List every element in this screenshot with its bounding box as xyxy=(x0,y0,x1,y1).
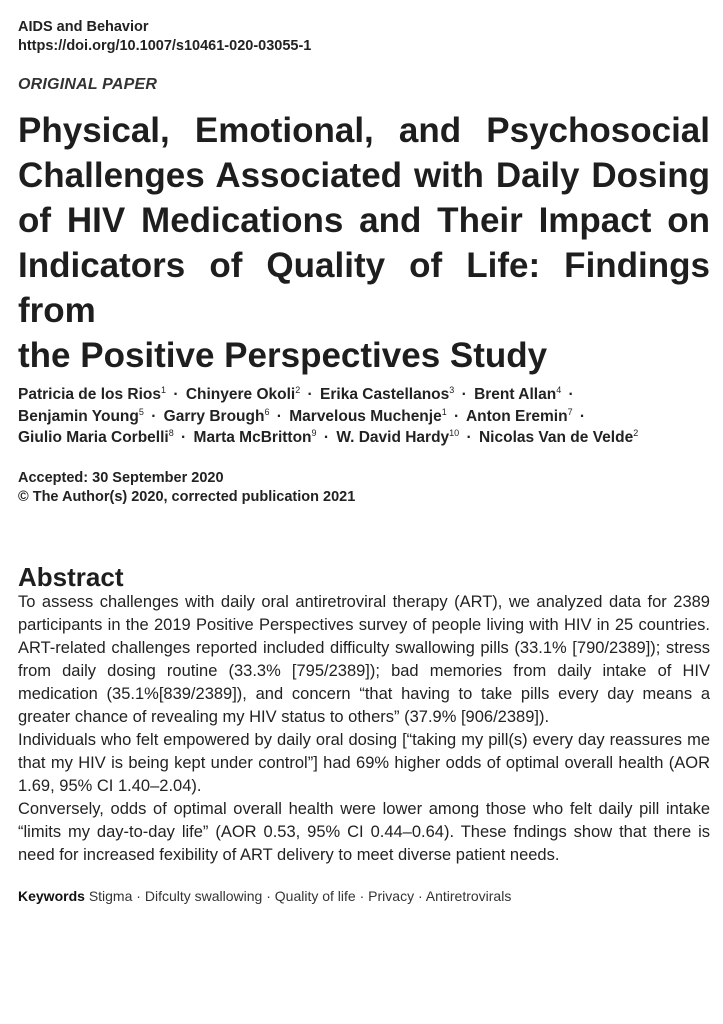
author-separator: · xyxy=(181,429,187,446)
author-affiliation: 9 xyxy=(311,428,317,438)
journal-name: AIDS and Behavior xyxy=(18,19,149,35)
author-name[interactable]: Nicolas Van de Velde$^2$ xyxy=(478,428,639,446)
author-separator: · xyxy=(568,386,574,403)
title-line: Indicators of Quality of Life: Findings from xyxy=(18,246,710,330)
author-separator: · xyxy=(454,407,460,425)
author-separator: · xyxy=(579,407,586,425)
author-affiliation: 4 xyxy=(556,385,562,395)
author-affiliation: 2 xyxy=(295,385,301,395)
keyword[interactable]: Stigma xyxy=(88,887,133,904)
author-name[interactable]: Erika Castellanos$^3$ xyxy=(320,385,455,403)
author-name[interactable]: Chinyere Okoli$^2$ xyxy=(185,385,301,403)
abstract-paragraph: Individuals who felt empowered by daily oral dosing [“taking my pill(s) every day reassures me that my HIV is being kept under control”] had 69% higher odds of optimal overall health (AOR 1.69, 95% CI 1.40–2.04). xyxy=(18,730,710,795)
author-separator: · xyxy=(307,386,313,403)
abstract-heading: Abstract xyxy=(18,561,124,592)
keyword[interactable]: Privacy xyxy=(368,887,415,904)
title-line: the Positive Perspectives Study xyxy=(18,336,548,375)
keyword[interactable]: Difculty swallowing xyxy=(144,887,263,904)
author-name[interactable]: Patricia de los Rios$^1$ xyxy=(18,385,167,403)
author-separator: · xyxy=(173,386,179,403)
author-name[interactable]: Giulio Maria Corbelli$^8$ xyxy=(18,428,174,446)
abstract-paragraph: To assess challenges with daily oral antiretroviral therapy (ART), we analyzed data for 2389 participants in the 2019 Positive Perspectives survey of people living with HIV in 25 countries. ART-related challenges reported included difficulty swallowing pills (33.1% [790/2389]); stress from daily dosing routine (33.3% [795/2389]); bad memories from daily intake of HIV medication (35.1%[839/2389]), and concern “that having to take pills every day means a greater chance of revealing my HIV status to others” (37.9% [906/2389]). xyxy=(18,592,710,726)
author-name[interactable]: Garry Brough$^6$ xyxy=(163,406,270,425)
author-affiliation: 6 xyxy=(264,406,270,417)
keyword[interactable]: Quality of life xyxy=(274,887,356,904)
keywords-items: Stigma · Difculty swallowing · Quality of life · Privacy · Antiretrovirals xyxy=(88,887,512,904)
title-line: Challenges Associated with Daily Dosing xyxy=(18,156,710,195)
author-affiliation: 8 xyxy=(168,428,174,438)
author-affiliation: 2 xyxy=(633,428,639,438)
author-affiliation: 1 xyxy=(161,385,167,395)
accepted-date: Accepted: 30 September 2020 xyxy=(18,469,224,486)
doi-link[interactable]: https://doi.org/10.1007/s10461-020-03055-1 xyxy=(18,38,312,54)
author-separator: · xyxy=(323,429,330,446)
author-name[interactable]: Marta McBritton$^9$ xyxy=(193,428,317,446)
author-separator: · xyxy=(151,407,157,425)
keyword[interactable]: Antiretrovirals xyxy=(425,887,512,904)
title-line: Physical, Emotional, and Psychosocial xyxy=(18,111,710,150)
abstract-body xyxy=(18,591,710,867)
author-list xyxy=(18,384,710,449)
author-name[interactable]: Anton Eremin$^7$ xyxy=(465,406,573,425)
author-name[interactable]: W. David Hardy$^{10}$ xyxy=(336,428,460,446)
author-affiliation: 3 xyxy=(449,385,455,395)
title-line: of HIV Medications and Their Impact on xyxy=(18,201,710,240)
keywords-label: Keywords xyxy=(18,887,85,904)
article-category: ORIGINAL PAPER xyxy=(18,76,158,93)
keywords xyxy=(18,887,710,905)
author-separator: · xyxy=(461,386,467,403)
article-title xyxy=(18,108,710,378)
publication-dates xyxy=(18,469,710,507)
author-affiliation: 10 xyxy=(449,428,460,438)
article-first-page xyxy=(18,18,710,905)
author-affiliation: 5 xyxy=(138,406,144,417)
author-name[interactable]: Brent Allan$^4$ xyxy=(474,385,562,403)
author-affiliation: 1 xyxy=(441,406,447,417)
abstract-paragraph: Conversely, odds of optimal overall health were lower among those who felt daily pill intake “limits my day-to-day life” (AOR 0.53, 95% CI 0.44–0.64). These fndings show that there is need for increased fexibility of ART delivery to meet diverse patient needs. xyxy=(18,799,710,864)
author-separator: · xyxy=(466,429,472,446)
author-separator: · xyxy=(276,407,282,425)
copyright-notice: © The Author(s) 2020, corrected publication 2021 xyxy=(18,488,356,505)
author-affiliation: 7 xyxy=(567,406,573,417)
author-name[interactable]: Marvelous Muchenje$^1$ xyxy=(289,406,447,425)
author-name[interactable]: Benjamin Young$^5$ xyxy=(18,406,144,425)
